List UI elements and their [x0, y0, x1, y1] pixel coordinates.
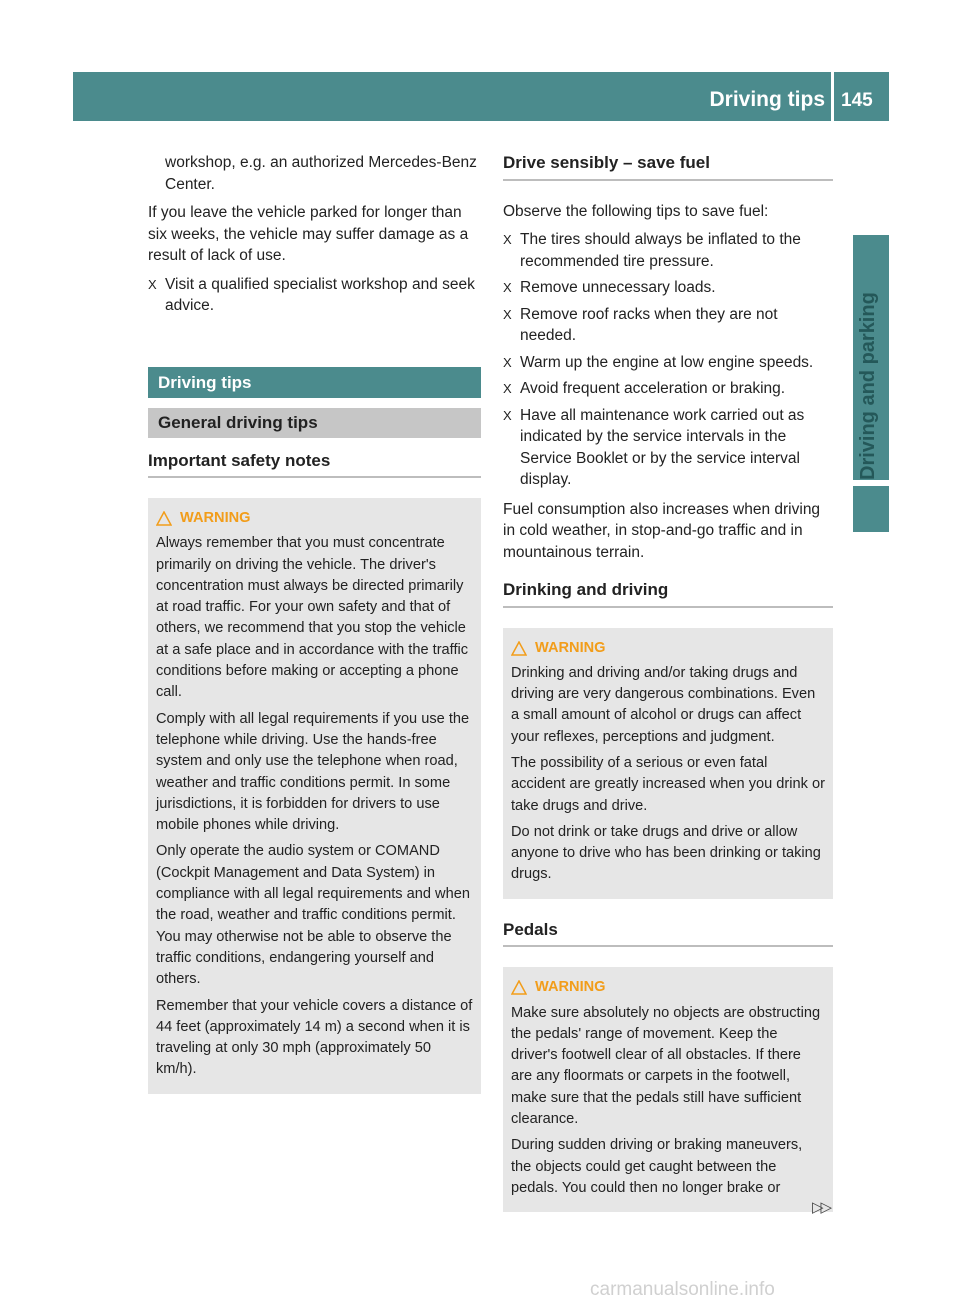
bullet-arrow-icon: X [148, 276, 157, 292]
continue-arrows-icon: ▷▷ [812, 1199, 830, 1216]
list-item [503, 277, 833, 299]
page-number: 145 [841, 90, 873, 111]
side-tab-marker [853, 486, 889, 532]
side-tab-label: Driving and parking [857, 292, 879, 480]
warning-paragraph: Remember that your vehicle covers a distance of 44 feet (approximately 14 m) a second when it is traveling at only 30 mph (approximately 50 km/h). [156, 997, 473, 1078]
warning-box [148, 498, 481, 1094]
right-column [503, 152, 833, 1232]
heading-drinking-driving: Drinking and driving [503, 579, 833, 608]
warning-triangle-icon [156, 511, 172, 526]
subsection-title: General driving tips [148, 408, 481, 438]
warning-header [511, 977, 825, 998]
bullet-arrow-icon: X [503, 381, 512, 396]
heading-pedals: Pedals [503, 919, 833, 948]
bullet-arrow-icon: X [503, 354, 512, 370]
list-item-text: Remove unnecessary loads. [520, 279, 716, 296]
bullet-arrow-icon: X [503, 306, 512, 322]
list-item-text: Avoid frequent acceleration or braking. [520, 380, 786, 397]
warning-triangle-icon [511, 641, 527, 656]
list-item-text: Visit a qualified specialist workshop and seek advice. [165, 275, 475, 314]
paragraph: Observe the following tips to save fuel: [503, 202, 769, 220]
section-title: Driving tips [148, 367, 481, 399]
warning-paragraph: Drinking and driving and/or taking drugs and driving are very dangerous combinations. Even a small amount of alcohol or drugs can affect your reflexes, perceptions and judgment. [511, 664, 816, 745]
bullet-arrow-icon: X [503, 280, 512, 295]
warning-label: WARNING [535, 639, 606, 656]
heading-save-fuel: Drive sensibly – save fuel [503, 152, 833, 181]
intro-continued: workshop, e.g. an authorized Mercedes-Benz Center. [165, 154, 477, 193]
list-item-text: Have all maintenance work carried out as indicated by the service intervals in the Service Booklet or by the service interval display. [520, 406, 805, 488]
list-item [503, 352, 833, 374]
header-title: Driving tips [709, 88, 825, 111]
list-item [503, 378, 833, 400]
left-column [148, 152, 481, 1114]
list-item-text: Remove roof racks when they are not needed. [520, 305, 778, 344]
paragraph: Fuel consumption also increases when driving in cold weather, in stop-and-go traffic and in mountainous terrain. [503, 500, 821, 561]
warning-paragraph: During sudden driving or braking maneuvers, the objects could get caught between the pedals. You could then no longer brake or [511, 1137, 803, 1196]
warning-label: WARNING [180, 510, 251, 526]
warning-paragraph: Only operate the audio system or COMAND (Cockpit Management and Data System) in compliance with all legal requirements and when the road, weather and traffic conditions permit. You may otherwise not be able to observe the traffic conditions, endangering yourself and others. [156, 843, 470, 988]
list-item [503, 304, 833, 347]
warning-paragraph: Make sure absolutely no objects are obstructing the pedals' range of movement. Keep the driver's footwell clear of all obstacles. If there are any floormats or carpets in the footwell, make sure that the pedals still have sufficient clearance. [511, 1004, 821, 1128]
warning-header [511, 638, 825, 659]
list-item-text: The tires should always be inflated to the recommended tire pressure. [520, 231, 801, 270]
warning-label: WARNING [535, 979, 606, 996]
warning-paragraph: The possibility of a serious or even fatal accident are greatly increased when you drink or take drugs and drive. [511, 754, 825, 814]
warning-box [503, 628, 833, 899]
warning-paragraph: Comply with all legal requirements if you use the telephone while driving. Use the hands-free system and only use the telephone when road, weather and traffic conditions permit. In some jurisdictions, it is forbidden for drivers to use mobile phones while driving. [156, 710, 470, 834]
list-item [503, 229, 833, 272]
heading-safety-notes: Important safety notes [148, 450, 481, 479]
warning-paragraph: Do not drink or take drugs and drive or allow anyone to drive who has been drinking or taking drugs. [511, 823, 821, 883]
watermark: carmanualsonline.info [590, 1279, 775, 1300]
page-header [73, 72, 889, 121]
warning-box [503, 967, 833, 1212]
paragraph: If you leave the vehicle parked for longer than six weeks, the vehicle may suffer damage as a result of lack of use. [148, 204, 469, 264]
list-item-text: Warm up the engine at low engine speeds. [520, 353, 814, 371]
header-separator [831, 72, 834, 121]
bullet-arrow-icon: X [503, 407, 512, 423]
warning-header [156, 508, 473, 529]
list-item [503, 405, 833, 491]
bullet-arrow-icon: X [503, 232, 512, 247]
warning-paragraph: Always remember that you must concentrate primarily on driving the vehicle. The driver's concentration must always be directed primarily at road traffic. For your own safety and that of others, we recommend that you stop the vehicle at a safe place and in accordance with the traffic conditions before making or accepting a phone call. [156, 535, 469, 701]
warning-triangle-icon [511, 980, 527, 995]
list-item [148, 274, 481, 317]
